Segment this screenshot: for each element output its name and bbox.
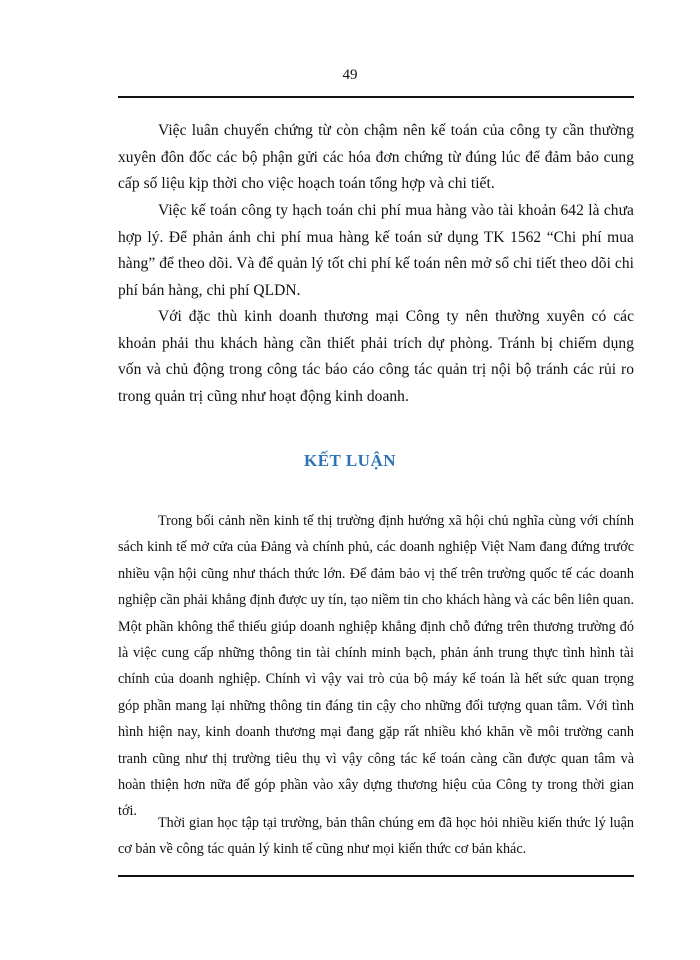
conclusion-heading: KẾT LUẬN (303, 451, 396, 470)
paragraph-receivables-provision: Với đặc thù kinh doanh thương mại Công ty nên thường xuyên có các khoản phải thu khách hàng cần thiết phải trích dự phòng. Tránh bị chiếm dụng vốn và chủ động trong công tác báo cáo công tác quản trị nội bộ tránh các rủi ro trong quản trị cũng như hoạt động kinh doanh. (118, 308, 634, 405)
paragraph-conclusion-study: Thời gian học tập tại trường, bản thân chúng em đã học hỏi nhiều kiến thức lý luận cơ bản về công tác quản lý kinh tế cũng như mọi kiến thức cơ bản khác. (118, 815, 634, 858)
paragraph-document-circulation: Việc luân chuyển chứng từ còn chậm nên kế toán của công ty cần thường xuyên đôn đốc các bộ phận gửi các hóa đơn chứng từ đúng lúc để đảm bảo cung cấp số liệu kịp thời cho việc hoạch toán tổng hợp và chi tiết. (118, 122, 634, 192)
header-rule (118, 96, 634, 98)
footer-rule (118, 875, 634, 877)
paragraph-conclusion-context: Trong bối cảnh nền kinh tế thị trường định hướng xã hội chủ nghĩa cùng với chính sách kinh tế mở cửa của Đảng và chính phủ, các doanh nghiệp Việt Nam đang đứng trước nhiều vận hội cũng như thách thức lớn. Để đảm bảo vị thế trên trường quốc tế các doanh nghiệp cần phải khẳng định được uy tín, tạo niềm tin cho khách hàng và các bên liên quan. Một phần không thể thiếu giúp doanh nghiệp khẳng định chỗ đứng trên thương trường đó là việc cung cấp những thông tin tài chính minh bạch, phản ánh trung thực tình hình tài chính của doanh nghiệp. Chính vì vậy vai trò của bộ máy kế toán là hết sức quan trọng góp phần mang lại những thông tin đáng tin cậy cho những đối tượng quan tâm. Với tình hình hiện nay, kinh doanh thương mại đang gặp rất nhiều khó khăn về môi trường canh tranh cũng như thị trường tiêu thụ vì vậy công tác kế toán càng cần được quan tâm và hoàn thiện hơn nữa để góp phần vào xây dựng thương hiệu của Công ty trong thời gian tới. (118, 513, 634, 820)
page-number: 49 (342, 67, 358, 83)
paragraph-purchase-cost-accounting: Việc kế toán công ty hạch toán chi phí mua hàng vào tài khoản 642 là chưa hợp lý. Để phản ánh chi phí mua hàng kế toán sử dụng TK 1562 “Chi phí mua hàng” để theo dõi. Và để quản lý tốt chi phí kế toán nên mở sổ chi tiết theo dõi chi phí bán hàng, chi phí QLDN. (118, 202, 634, 299)
